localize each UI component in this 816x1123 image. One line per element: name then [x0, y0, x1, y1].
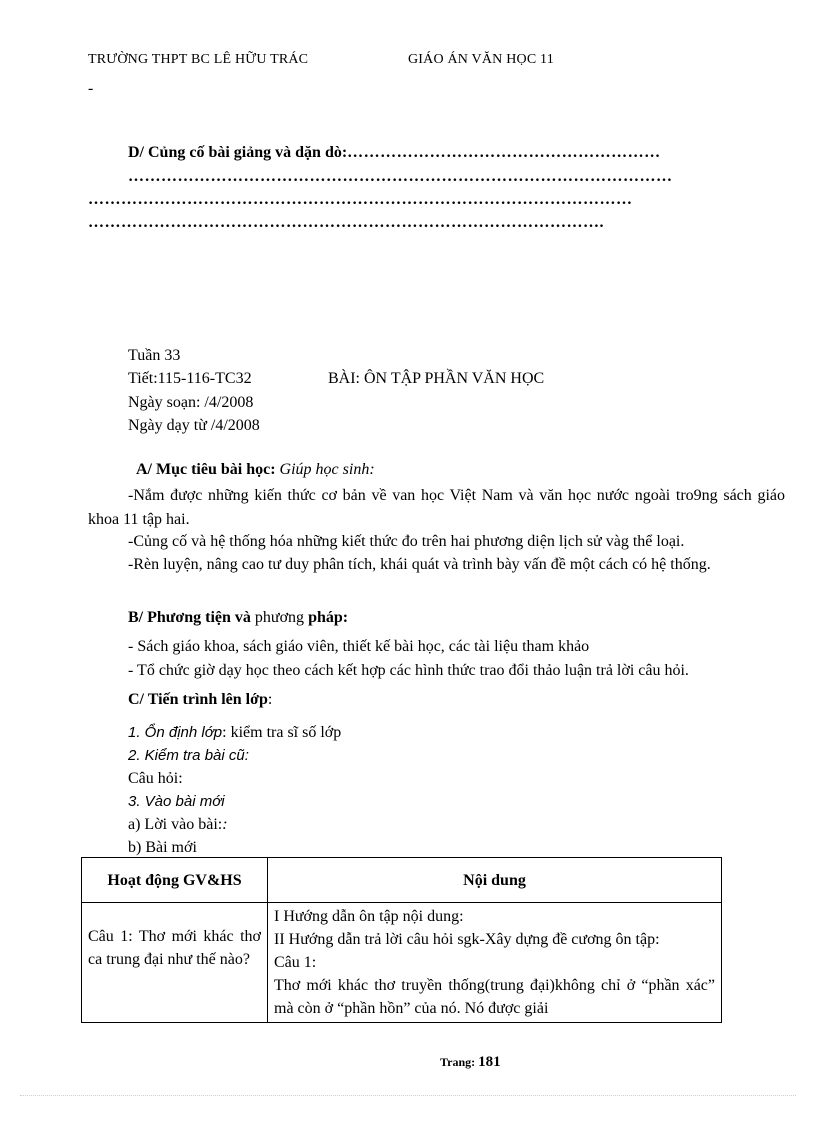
section-b-item-2: - Tổ chức giờ dạy học theo cách kết hợp các hình thức trao đổi thảo luận trả lời câu hỏi. — [128, 662, 689, 679]
section-a-item-1: -Nắm được những kiến thức cơ bản về van học Việt Nam và văn học nước ngoài tro9ng sách giáo khoa 11 tập hai. — [88, 487, 785, 528]
section-b-heading: B/ Phương tiện và phương pháp: — [128, 609, 349, 626]
lesson-teach-date: Ngày dạy từ /4/2008 — [128, 417, 260, 434]
bottom-divider — [20, 1095, 796, 1096]
header-dash: - — [88, 80, 94, 97]
section-a-item-3: -Rèn luyện, nâng cao tư duy phân tích, khái quát và trình bày vấn đề một cách có hệ thống. — [128, 556, 711, 573]
page-label: Trang: — [440, 1055, 479, 1069]
section-d-dots1: ………………………………………………… — [347, 144, 661, 161]
table-header-content: Nội dung — [268, 858, 722, 903]
section-d-line1 — [128, 144, 661, 162]
section-c-title: C/ Tiến trình lên lớp — [128, 691, 268, 708]
lesson-prep-date: Ngày soạn: /4/2008 — [128, 394, 254, 411]
school-name: TRƯỜNG THPT BC LÊ HỮU TRÁC — [88, 52, 309, 67]
page-footer — [440, 1054, 501, 1071]
section-c-step2: 2. Kiểm tra bài cũ: — [128, 747, 249, 764]
section-d-dots4: …………………………………………………………………………………. — [88, 214, 604, 231]
section-b-item-1: - Sách giáo khoa, sách giáo viên, thiết kế bài học, các tài liệu tham khảo — [128, 638, 590, 655]
section-d-dots2: ……………………………………………………………………………………… — [128, 168, 673, 185]
section-a-title: A/ Mục tiêu bài học: — [136, 461, 276, 478]
section-d-title: D/ Củng cố bài giảng và dặn dò: — [128, 144, 348, 161]
table-row — [82, 903, 722, 1023]
section-a-heading — [136, 461, 375, 479]
page-number: 181 — [478, 1054, 501, 1070]
content-line-4: Thơ mới khác thơ truyền thống(trung đại)không chỉ ở “phần xác” mà còn ở “phần hồn” của nó. Nó được giải — [274, 977, 715, 1017]
section-c-question: Câu hỏi: — [128, 770, 183, 787]
lesson-table — [81, 857, 722, 1023]
section-a-subtitle: Giúp học sinh: — [279, 461, 375, 478]
section-c-step1: 1. Ổn định lớp: kiểm tra sĩ số lớp — [128, 724, 342, 741]
lesson-week: Tuần 33 — [128, 347, 181, 364]
section-c-step3: 3. Vào bài mới — [128, 793, 225, 810]
lesson-period: Tiết:115-116-TC32 — [128, 370, 252, 387]
table-cell-question: Câu 1: Thơ mới khác thơ ca trung đại như thế nào? — [82, 903, 268, 1023]
section-d-dots3: ……………………………………………………………………………………… — [88, 191, 633, 208]
content-line-1: I Hướng dẫn ôn tập nội dung: — [274, 908, 464, 925]
section-a-item-2: -Củng cố và hệ thống hóa những kiết thức đo trên hai phương diện lịch sử vàg thể loại. — [128, 533, 685, 550]
section-c-new-lesson: b) Bài mới — [128, 839, 197, 856]
lesson-title: BÀI: ÔN TẬP PHẦN VĂN HỌC — [328, 370, 545, 387]
table-cell-content — [268, 903, 722, 1023]
table-header-row — [82, 858, 722, 903]
section-c-heading: C/ Tiến trình lên lớp: — [128, 691, 273, 708]
section-c-intro: a) Lời vào bài:: — [128, 816, 228, 833]
table-header-activity: Hoạt động GV&HS — [82, 858, 268, 903]
content-line-2: II Hướng dẫn trả lời câu hỏi sgk-Xây dựng đề cương ôn tập: — [274, 931, 660, 948]
subject-title: GIÁO ÁN VĂN HỌC 11 — [408, 52, 554, 67]
content-line-3: Câu 1: — [274, 954, 317, 971]
